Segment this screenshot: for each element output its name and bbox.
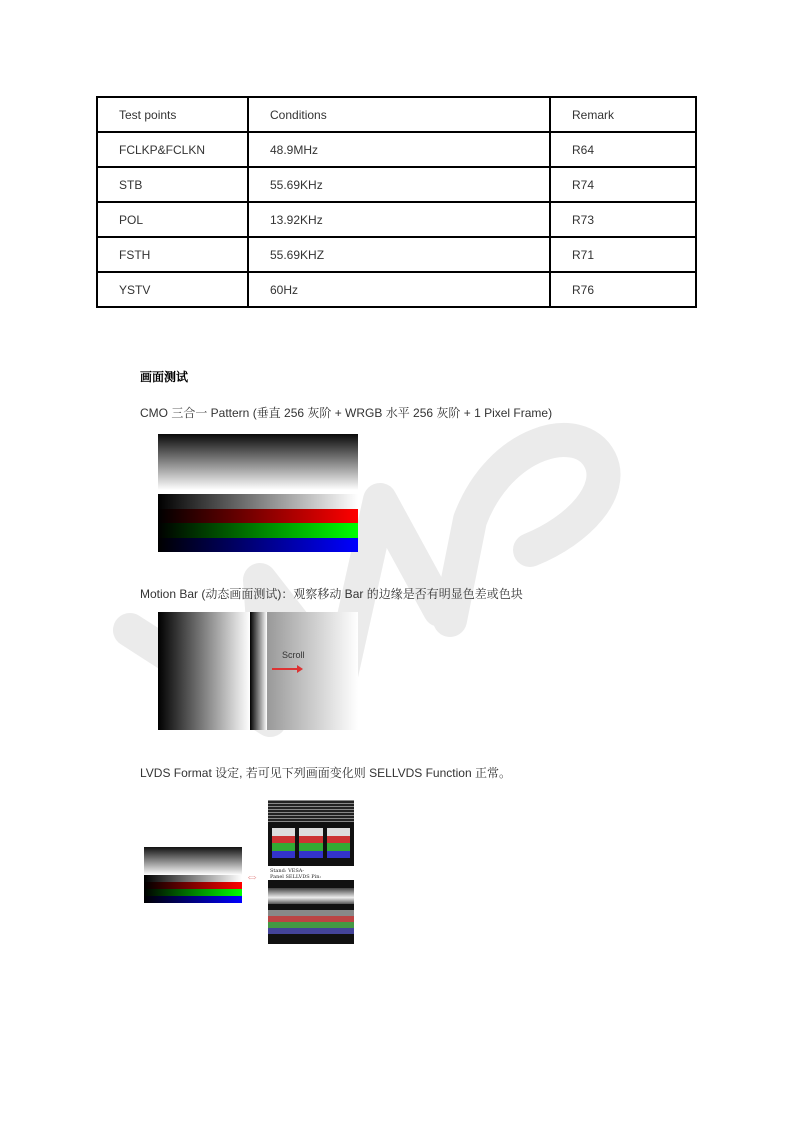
lvds-result-image-bottom (268, 880, 354, 944)
color-bars (272, 828, 350, 858)
table-row (97, 167, 696, 202)
vertical-gray-gradient-image (158, 434, 358, 490)
blue-band (144, 896, 242, 903)
cell-remark: R74 (550, 167, 696, 202)
wrgb-gradient-image (158, 494, 358, 552)
header-conditions: Conditions (248, 97, 550, 132)
bright-band (268, 888, 354, 904)
red-band (144, 882, 242, 889)
cell-test-point: YSTV (97, 272, 248, 307)
cell-test-point: FCLKP&FCLKN (97, 132, 248, 167)
table-row (97, 237, 696, 272)
table-row (97, 272, 696, 307)
cell-condition: 48.9MHz (248, 132, 550, 167)
motion-gradient-left (158, 612, 250, 730)
lvds-format-description: LVDS Format 设定, 若可见下列画面变化则 SELLVDS Function 正常。 (140, 766, 511, 780)
lvds-result-image-top (268, 800, 354, 866)
cell-remark: R73 (550, 202, 696, 237)
motion-bar (250, 612, 267, 730)
table-row (97, 132, 696, 167)
gray-band (158, 494, 358, 509)
green-band (158, 523, 358, 538)
gray-band (144, 875, 242, 882)
cell-condition: 13.92KHz (248, 202, 550, 237)
cell-test-point: POL (97, 202, 248, 237)
section-heading: 画面测试 (140, 370, 189, 384)
test-points-table (96, 96, 697, 308)
cell-condition: 55.69KHZ (248, 237, 550, 272)
header-test-points: Test points (97, 97, 248, 132)
caption-line-1: Stand: VESA- (270, 868, 305, 874)
color-bands-bottom (144, 875, 242, 903)
arrow-right-icon (272, 668, 298, 670)
cell-condition: 60Hz (248, 272, 550, 307)
motion-bar-image (158, 612, 358, 730)
cell-remark: R64 (550, 132, 696, 167)
table-header-row (97, 97, 696, 132)
color-bar (299, 828, 322, 858)
green-band (144, 889, 242, 896)
stripe-pattern (268, 800, 354, 822)
color-stripes (268, 910, 354, 934)
color-bar (272, 828, 295, 858)
double-arrow-icon: ⇔ (245, 868, 259, 884)
cell-test-point: STB (97, 167, 248, 202)
table-row (97, 202, 696, 237)
caption-line-2: Panel SELLVDS Pin: (270, 874, 322, 880)
cmo-pattern-description: CMO 三合一 Pattern (垂直 256 灰阶 + WRGB 水平 256 灰阶 + 1 Pixel Frame) (140, 406, 553, 420)
blue-band (158, 538, 358, 553)
cell-condition: 55.69KHz (248, 167, 550, 202)
cell-remark: R71 (550, 237, 696, 272)
color-bar (327, 828, 350, 858)
cell-remark: R76 (550, 272, 696, 307)
lvds-source-image (144, 847, 242, 903)
lvds-image-caption (270, 868, 354, 880)
header-remark: Remark (550, 97, 696, 132)
gray-gradient-top (144, 847, 242, 875)
cell-test-point: FSTH (97, 237, 248, 272)
motion-gradient-right (267, 612, 358, 730)
motion-bar-description: Motion Bar (动态画面测试)：观察移动 Bar 的边缘是否有明显色差或色块 (140, 587, 523, 601)
scroll-label: Scroll (282, 650, 305, 660)
red-band (158, 509, 358, 524)
